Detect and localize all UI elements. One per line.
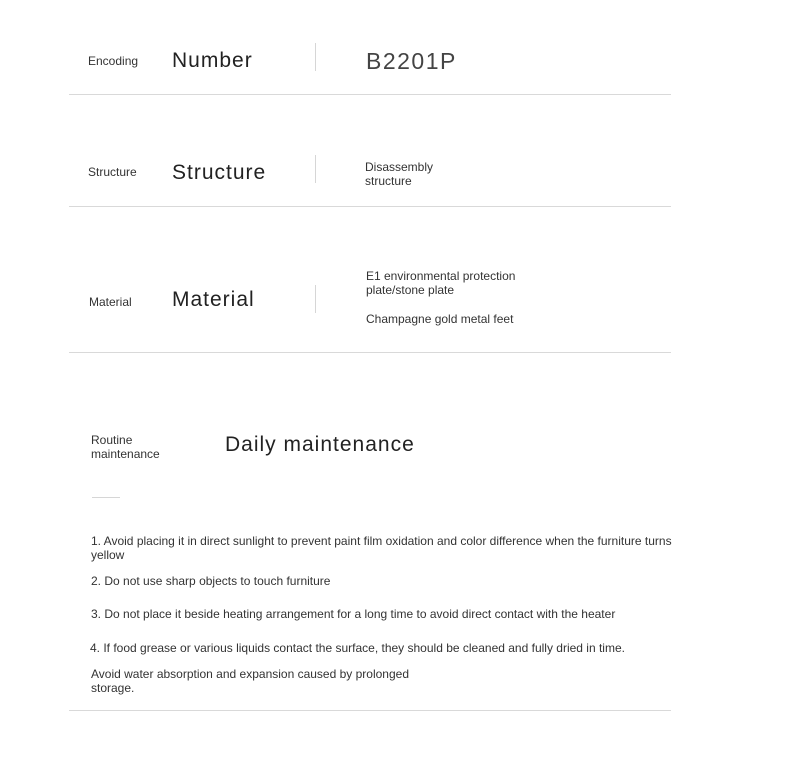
structure-label: Structure <box>88 165 137 179</box>
material-vertical-divider <box>315 285 316 313</box>
maintenance-item-3: 3. Do not place it beside heating arrangement for a long time to avoid direct contact with the heater <box>91 607 616 621</box>
material-value-1: E1 environmental protection plate/stone plate <box>366 269 516 297</box>
routine-maintenance-label: Routine maintenance <box>91 433 160 461</box>
daily-maintenance-heading: Daily maintenance <box>225 433 415 456</box>
row-divider-4 <box>69 710 671 711</box>
material-value-2: Champagne gold metal feet <box>366 312 514 326</box>
maintenance-item-4: 4. If food grease or various liquids contact the surface, they should be cleaned and fully dried in time. <box>90 641 625 655</box>
structure-value: Disassembly structure <box>365 160 434 188</box>
number-heading: Number <box>172 49 253 72</box>
row-divider-1 <box>69 94 671 95</box>
encoding-label: Encoding <box>88 54 139 68</box>
encoding-vertical-divider <box>315 43 316 71</box>
row-divider-2 <box>69 206 671 207</box>
short-divider <box>92 497 120 498</box>
maintenance-item-1: 1. Avoid placing it in direct sunlight to prevent paint film oxidation and color difference when the furniture turns yellow <box>91 534 672 562</box>
row-divider-3 <box>69 352 671 353</box>
maintenance-item-5: Avoid water absorption and expansion caused by prolonged storage. <box>91 667 409 695</box>
structure-heading: Structure <box>172 161 267 184</box>
structure-vertical-divider <box>315 155 316 183</box>
maintenance-item-2: 2. Do not use sharp objects to touch furniture <box>91 574 331 588</box>
material-heading: Material <box>172 288 255 311</box>
material-label: Material <box>89 295 132 309</box>
number-value: B2201P <box>366 48 457 74</box>
